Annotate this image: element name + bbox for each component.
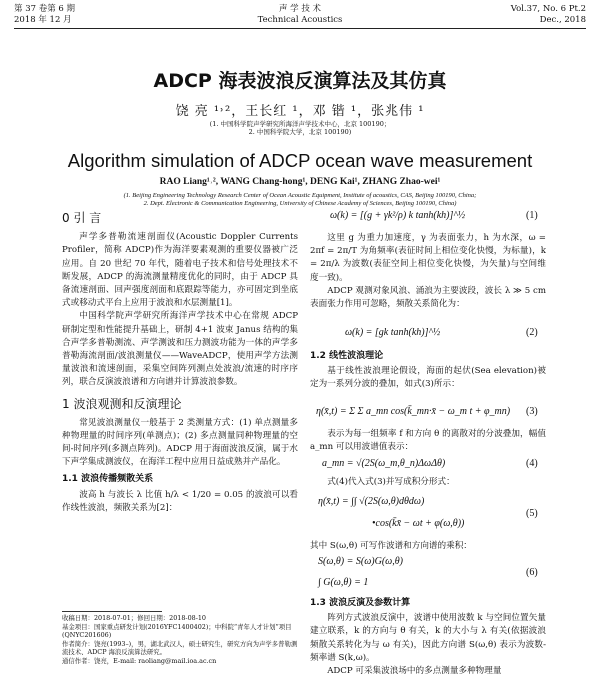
running-header: [14, 4, 586, 29]
equation-6a: S(ω,θ) = S(ω)G(ω,θ): [318, 556, 403, 567]
volume-number-en: Vol.37, No. 6 Pt.2: [510, 4, 586, 14]
footnotes: [62, 614, 298, 666]
right-column-block-1: [310, 232, 546, 311]
equation-number-2: (2): [526, 327, 538, 338]
subsection-heading-1-1: 1.1 波浪传播频散关系: [62, 473, 154, 484]
section-heading-intro: 0 引 言: [62, 211, 102, 225]
affiliation-cn-2: 2. 中国科学院大学，北京 100190): [248, 128, 352, 136]
paragraph-1: 常见波浪测量仪一般基于 2 类测量方式：(1) 单点测量多种物理量的时间序列(单测点)；(2) 多点测量同种物理量的空间-时间序列(多测点阵列)。ADCP 用于海面波浪反演，属于水下声学集成测波仪，在海洋工程中应用日益成熟并产品化。: [62, 417, 298, 468]
journal-date: 2018 年 12 月: [14, 15, 72, 25]
paper-title-en: Algorithm simulation of ADCP ocean wave measurement: [67, 150, 533, 171]
header-right: [511, 4, 586, 26]
paragraph-linear-theory: 基于线性波浪理论假设，海面的起伏(Sea elevation)被定为一系列分波的叠加，如式(3)所示：: [310, 366, 546, 390]
authors-en: RAO Liang¹˒², WANG Chang-hong¹, DENG Kai¹, ZHANG Zhao-wei¹: [159, 177, 441, 187]
equation-5b: •cos(k̄x̄ − ωt + φ(ω,θ)): [372, 518, 465, 529]
authors-cn: 饶 亮 ¹˒²，王长红 ¹，邓 锴 ¹，张兆伟 ¹: [175, 104, 425, 119]
equation-number-4: (4): [526, 458, 538, 469]
equation-number-1: (1): [526, 210, 538, 221]
affiliation-en-2: 2. Dept. Electronic & Communication Engineering, University of Chinese Academy of Sciences, Beijing 100190, China): [143, 200, 457, 207]
affiliation-cn-1: (1. 中国科学院声学研究所海洋声学技术中心，北京 100190；: [209, 120, 391, 128]
footnote-rule: [62, 611, 162, 612]
paragraph-intro-1: 声学多普勒流速剖面仪(Acoustic Doppler Currents Profiler，简称 ADCP)作为海洋要素观测的重要仪器被广泛应用。自 20 世纪 70 年代，随着电子技术和信号处理技术不断发展，ADCP 的海流测量精度优化的同时，由于 ADCP 具备流速剖面、回声强度剖面和底跟踪等能力，亦可固定到坐底式或移动式平台上应用于波浪和水层测量[1]。: [62, 232, 298, 309]
paragraph-spectrum-product: 其中 S(ω,θ) 可写作波谱和方向谱的乘积：: [310, 541, 472, 551]
journal-name-cn: 声 学 技 术: [278, 4, 322, 14]
right-column-block-5: [310, 540, 546, 553]
equation-1: ω(k) = [(g + γk²/ρ) k tanh(kh)]^½: [330, 210, 466, 221]
subsection-heading-1-3: 1.3 波浪反演及参数计算: [310, 598, 411, 608]
issue-date-en: Dec., 2018: [539, 15, 586, 25]
equation-6b: ∫ G(ω,θ) = 1: [318, 577, 369, 588]
footnote-received: 收稿日期：2018-07-01；修回日期：2018-08-10: [62, 614, 206, 622]
paragraph-dispersion-vars: 这里 g 为重力加速度，γ 为表面张力，h 为水深，ω = 2πf = 2π/T 为角频率(表征时间上相位变化快慢，为标量)，k = 2π/λ 为波数(表征空间上相位变化快慢，为矢量)与空间维度一致)。: [310, 233, 546, 283]
right-column-block-6: [310, 597, 546, 678]
paragraph-amplitude: 表示为每一组频率 f 和方向 θ 的离散对的分波叠加，幅值 a_mn 可以用波谱值表示：: [310, 429, 546, 453]
paper-title-cn: ADCP 海表波浪反演算法及其仿真: [153, 70, 447, 92]
affiliation-en-1: (1. Beijing Engineering Technology Research Center of Ocean Acoustic Equipment, Institute of acoustics, CAS, Beijing 100190, China;: [123, 192, 477, 199]
equation-number-6: (6): [526, 567, 538, 578]
journal-name-en: Technical Acoustics: [257, 15, 343, 25]
right-column-block-3: [310, 428, 546, 454]
right-column-block-2: [310, 350, 546, 392]
paragraph-integral-form: 式(4)代入式(3)并写成积分形式：: [327, 477, 455, 487]
paragraph-inversion: 阵列方式波浪反演中，波谱中使用波数 k 与空间位置矢量建立联系，k 的方向与 θ 有关，k 的大小与 λ 有关(依据波浪频散关系转化为与 ω 有关)，因此方向谱 S(ω,θ) 表示为波数-频率谱 S(k,ω)。: [310, 613, 546, 663]
subsection-heading-1-2: 1.2 线性波浪理论: [310, 351, 384, 361]
footnote-corresponding: 通信作者：饶亮，E-mail: raoliang@mail.ioa.ac.cn: [62, 656, 217, 665]
paragraph-adcp-sampling: ADCP 可采集波浪场中的多点测量多种物理量: [327, 666, 502, 677]
paragraph-dispersion-simplify: ADCP 观测对象风浪、涌浪为主要波段，波长 λ ≫ 5 cm 表面张力作用可忽略，频散关系简化为：: [310, 285, 546, 310]
section-heading-1: 1 波浪观测和反演理论: [62, 396, 182, 411]
header-center: [14, 4, 586, 26]
left-column: [62, 212, 298, 515]
paragraph-intro-2: 中国科学院声学研究所海洋声学技术中心在常规 ADCP 研制定型和性能提升基础上，研制 4+1 波束 Janus 结构的集合声学多普勒测流、声学测波和压力测波功能为一体的声学多普勒海流剖面/波浪测量仪——WaveADCP，使用声学方法测量波浪和流速剖面，采集空间阵列测点处波浪/流速的时序序列，联合反演波浪谱和方向谱并计算波浪参数。: [62, 311, 298, 388]
footnote-author-bio: 作者简介：饶亮(1993–)，男，湖北武汉人，硕士研究生，研究方向为声学多普勒测流技术、ADCP 海浪反演算法研究。: [62, 639, 298, 657]
equation-3: η(x̄,t) = Σ Σ a_mn cos(k̄_mn·x̄ − ω_m t + φ_mn): [316, 406, 511, 417]
equation-5a: η(x̄,t) = ∫∫ √(2S(ω,θ)dθdω): [318, 496, 425, 507]
equation-4: a_mn = √(2S(ω_m,θ_n)ΔωΔθ): [322, 458, 446, 469]
equation-number-5: (5): [526, 508, 538, 519]
paragraph-1-1: 波高 h 与波长 λ 比值 h/λ < 1/20 = 0.05 的波浪可以看作线性波浪，频散关系为[2]：: [62, 489, 298, 514]
journal-volume: 第 37 卷第 6 期: [14, 4, 76, 14]
footnote-funding: 基金项目：国家重点研发计划(2016YFC1400402)；中科院“青年人才计划”项目(QNYC201606): [62, 622, 292, 640]
right-column-block-4: [310, 476, 546, 489]
equation-number-3: (3): [526, 406, 538, 417]
equation-2: ω(k) = [gk tanh(kh)]^½: [345, 327, 441, 338]
